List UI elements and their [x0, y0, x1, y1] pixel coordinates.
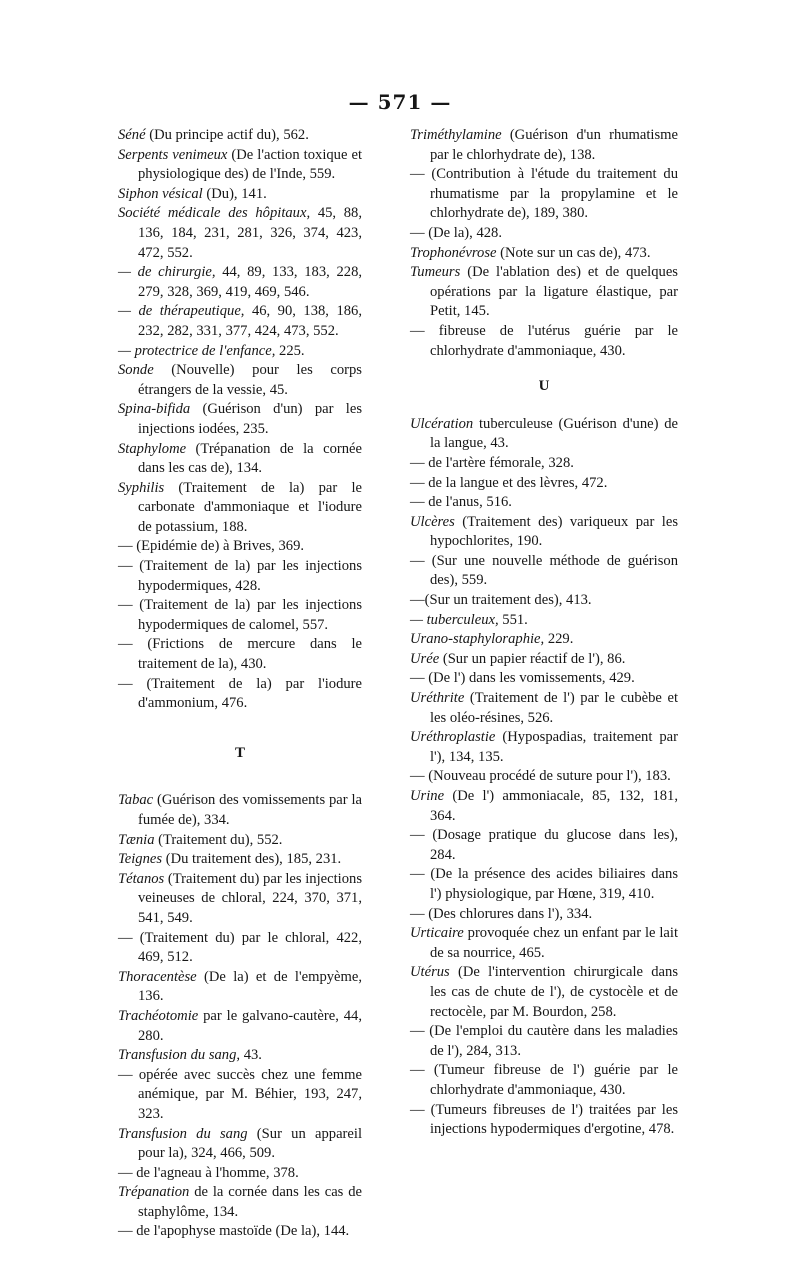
- entry-heading: Thoracentèse: [118, 968, 197, 985]
- index-entry: [118, 1183, 362, 1222]
- index-entry: [410, 787, 678, 826]
- right-column: [410, 126, 678, 1140]
- index-entry: [118, 635, 362, 674]
- index-entry: [118, 1222, 362, 1242]
- entry-text: — (Sur une nouvelle méthode de guérison des), 559.: [410, 552, 678, 589]
- entry-heading: Sonde: [118, 362, 154, 379]
- entry-text: 229.: [544, 631, 574, 648]
- index-entry: [118, 400, 362, 439]
- index-entry: [118, 675, 362, 714]
- index-section-u: [410, 415, 678, 1140]
- entry-heading: Siphon vésical: [118, 185, 203, 202]
- entry-heading: Spina-bifida: [118, 401, 191, 418]
- entry-text: — (De l') dans les vomissements, 429.: [410, 670, 635, 687]
- entry-heading: Ulcères: [410, 513, 455, 530]
- entry-heading: Transfusion du sang: [118, 1125, 248, 1142]
- index-entry: [410, 552, 678, 591]
- entry-heading: Tabac: [118, 792, 154, 809]
- entry-text: — (Traitement de la) par les injections hypodermiques de calomel, 557.: [118, 597, 362, 633]
- entry-text: (De l') ammoniacale, 85, 132, 181, 364.: [430, 788, 678, 824]
- entry-heading: Séné: [118, 127, 146, 143]
- entry-text: (De l'intervention chirurgicale dans les cas de chute de l'), de cystocèle et de rectocèle, par M. Bourdon, 258.: [430, 964, 678, 1020]
- index-entry: [410, 126, 678, 165]
- index-entry: [410, 728, 678, 767]
- index-entry: [118, 204, 362, 263]
- entry-heading: Tænia: [118, 831, 155, 848]
- entry-text: (Du principe actif du), 562.: [145, 127, 309, 143]
- entry-heading: Uréthroplastie: [410, 729, 496, 746]
- index-entry: [118, 1066, 362, 1125]
- entry-text: (De la) et de l'empyème, 136.: [138, 968, 362, 1005]
- entry-text: de la cornée dans les cas de staphylôme, 134.: [138, 1184, 362, 1220]
- index-entry: [410, 165, 678, 224]
- index-entry: [118, 870, 362, 929]
- entry-text: 45, 88, 136, 184, 231, 281, 326, 374, 423, 472, 552.: [138, 205, 363, 261]
- entry-text: — (Nouveau procédé de suture pour l'), 183.: [410, 768, 671, 785]
- entry-text: — de la langue et des lèvres, 472.: [410, 474, 608, 491]
- index-section-s: [118, 126, 362, 714]
- index-entry: [118, 968, 362, 1007]
- index-entry: [410, 263, 678, 322]
- index-entry: [410, 454, 678, 474]
- index-entry: [410, 611, 678, 631]
- entry-heading: — tuberculeux,: [410, 611, 499, 628]
- entry-text: (Traitement du) par les injections veineuses de chloral, 224, 370, 371, 541, 549.: [138, 870, 362, 926]
- index-entry: [410, 689, 678, 728]
- entry-text: (Traitement du), 552.: [154, 831, 283, 848]
- index-entry: [118, 929, 362, 968]
- index-entry: [118, 1164, 362, 1184]
- index-entry: [410, 415, 678, 454]
- index-entry: [410, 865, 678, 904]
- index-entry: [118, 146, 362, 185]
- entry-text: (Note sur un cas de), 473.: [496, 244, 651, 261]
- entry-text: (Guérison d'un) par les injections iodées, 235.: [138, 401, 362, 437]
- entry-text: 225.: [275, 342, 305, 359]
- index-entry: [410, 963, 678, 1022]
- index-entry: [118, 361, 362, 400]
- entry-text: (Du), 141.: [202, 185, 267, 202]
- entry-text: (Traitement des) variqueux par les hypochlorites, 190.: [430, 513, 678, 550]
- index-entry: [410, 1101, 678, 1140]
- index-entry: [410, 513, 678, 552]
- index-section-t-left: [118, 791, 362, 1242]
- entry-heading: Trachéotomie: [118, 1007, 199, 1024]
- index-entry: [118, 479, 362, 538]
- index-entry: [118, 791, 362, 830]
- entry-text: — (Frictions de mercure dans le traitement de la), 430.: [118, 636, 362, 673]
- index-entry: [410, 767, 678, 787]
- entry-text: — fibreuse de l'utérus guérie par le chlorhydrate d'ammoniaque, 430.: [410, 322, 678, 359]
- index-entry: [118, 185, 362, 205]
- entry-heading: Tétanos: [118, 870, 165, 887]
- entry-text: (De l'action toxique et physiologique des) de l'Inde, 559.: [138, 146, 362, 183]
- entry-text: provoquée chez un enfant par le lait de sa nourrice, 465.: [430, 925, 678, 961]
- index-entry: [118, 831, 362, 851]
- entry-text: (Sur un papier réactif de l'), 86.: [439, 650, 626, 667]
- entry-text: par le galvano-cautère, 44, 280.: [138, 1007, 362, 1044]
- entry-heading: Trophonévrose: [410, 244, 497, 261]
- entry-heading: Triméthylamine: [410, 127, 502, 143]
- index-entry: [410, 244, 678, 264]
- index-entry: [410, 630, 678, 650]
- entry-text: — de l'anus, 516.: [410, 494, 512, 511]
- section-letter-u: U: [538, 378, 550, 395]
- entry-text: — (Traitement de la) par l'iodure d'ammonium, 476.: [118, 675, 362, 712]
- index-entry: [410, 826, 678, 865]
- entry-heading: Uréthrite: [410, 690, 465, 707]
- index-entry: [410, 905, 678, 925]
- entry-heading: Urticaire: [410, 925, 464, 942]
- entry-text: 43.: [240, 1047, 262, 1064]
- entry-heading: Société médicale des hôpitaux,: [118, 205, 311, 222]
- entry-heading: Urée: [410, 650, 440, 667]
- entry-text: 44, 89, 133, 183, 228, 279, 328, 369, 419, 469, 546.: [138, 264, 363, 300]
- entry-text: (Traitement de l') par le cubèbe et les oléo-résines, 526.: [430, 690, 678, 726]
- entry-text: — de l'apophyse mastoïde (De la), 144.: [118, 1223, 350, 1240]
- index-entry: [410, 493, 678, 513]
- index-entry: [118, 1007, 362, 1046]
- entry-text: — (De la), 428.: [410, 224, 502, 241]
- index-entry: [118, 850, 362, 870]
- entry-text: —(Sur un traitement des), 413.: [410, 592, 592, 609]
- index-entry: [118, 440, 362, 479]
- index-entry: [118, 596, 362, 635]
- index-entry: [410, 474, 678, 494]
- entry-text: — (Des chlorures dans l'), 334.: [410, 905, 593, 922]
- entry-text: (Traitement de la) par le carbonate d'ammoniaque et l'iodure de potassium, 188.: [138, 479, 362, 535]
- entry-text: — (Contribution à l'étude du traitement du rhumatisme par la propylamine et le chlorhydrate de), 189, 380.: [410, 166, 678, 222]
- entry-text: 551.: [498, 611, 528, 628]
- entry-heading: Urine: [410, 788, 445, 804]
- entry-heading: Transfusion du sang,: [118, 1047, 241, 1064]
- entry-heading: Utérus: [410, 964, 450, 981]
- entry-heading: Serpents venimeux: [118, 146, 228, 163]
- index-entry: [410, 669, 678, 689]
- entry-text: 46, 90, 138, 186, 232, 282, 331, 377, 424, 473, 552.: [138, 303, 362, 339]
- entry-heading: Tumeurs: [410, 264, 461, 281]
- index-entry: [410, 591, 678, 611]
- entry-text: — de l'artère fémorale, 328.: [410, 454, 574, 471]
- entry-heading: Ulcération: [410, 415, 474, 432]
- section-letter-t: T: [234, 744, 245, 761]
- entry-text: (Sur un appareil pour la), 324, 466, 509.: [138, 1125, 362, 1162]
- entry-text: (Trépanation de la cornée dans les cas de), 134.: [138, 440, 362, 477]
- index-entry: [410, 322, 678, 361]
- index-entry: [410, 924, 678, 963]
- entry-heading: Staphylome: [118, 440, 187, 457]
- index-entry: [118, 1046, 362, 1066]
- index-section-t-right: [410, 126, 678, 361]
- entry-heading: Trépanation: [118, 1184, 190, 1201]
- index-entry: [118, 537, 362, 557]
- entry-heading: Syphilis: [118, 479, 165, 496]
- entry-text: (Hypospadias, traitement par l'), 134, 135.: [430, 729, 678, 765]
- entry-text: — (Epidémie de) à Brives, 369.: [118, 538, 305, 555]
- entry-text: — (De l'emploi du cautère dans les maladies de l'), 284, 313.: [410, 1023, 678, 1059]
- index-entry: [118, 557, 362, 596]
- index-entry: [410, 1022, 678, 1061]
- entry-heading: Urano-staphyloraphie,: [410, 631, 545, 648]
- left-column: [118, 126, 362, 1242]
- entry-heading: Teignes: [118, 851, 163, 868]
- index-entry: [410, 224, 678, 244]
- index-entry: [118, 342, 362, 362]
- entry-text: — (Tumeur fibreuse de l') guérie par le chlorhydrate d'ammoniaque, 430.: [410, 1062, 678, 1098]
- index-entry: [410, 1061, 678, 1100]
- index-entry: [118, 263, 362, 302]
- entry-text: — (Traitement de la) par les injections hypodermiques, 428.: [118, 558, 362, 594]
- entry-text: — (Traitement du) par le chloral, 422, 469, 512.: [118, 929, 362, 966]
- entry-text: — (Tumeurs fibreuses de l') traitées par les injections hypodermiques d'ergotine, 478.: [410, 1101, 678, 1138]
- index-entry: [118, 1125, 362, 1164]
- entry-text: (Nouvelle) pour les corps étrangers de la vessie, 45.: [138, 362, 362, 398]
- entry-text: — opérée avec succès chez une femme anémique, par M. Béhier, 193, 247, 323.: [118, 1066, 362, 1122]
- entry-text: — (De la présence des acides biliaires dans l') physiologique, par Hœne, 319, 410.: [410, 866, 678, 902]
- entry-text: (De l'ablation des) et de quelques opérations par la ligature élastique, par Petit, 145.: [430, 264, 678, 320]
- entry-text: tuberculeuse (Guérison d'une) de la langue, 43.: [430, 415, 678, 452]
- entry-text: (Du traitement des), 185, 231.: [162, 851, 342, 868]
- entry-heading: — de thérapeutique,: [118, 303, 245, 320]
- index-entry: [410, 650, 678, 670]
- page-number: — 571 —: [348, 90, 452, 114]
- entry-text: (Guérison d'un rhumatisme par le chlorhydrate de), 138.: [430, 127, 678, 163]
- entry-text: — de l'agneau à l'homme, 378.: [118, 1164, 299, 1181]
- entry-heading: — de chirurgie,: [118, 264, 216, 281]
- entry-heading: — protectrice de l'enfance,: [118, 342, 276, 359]
- entry-text: (Guérison des vomissements par la fumée de), 334.: [138, 792, 362, 828]
- entry-text: — (Dosage pratique du glucose dans les), 284.: [410, 827, 678, 863]
- index-entry: [118, 126, 362, 146]
- index-entry: [118, 302, 362, 341]
